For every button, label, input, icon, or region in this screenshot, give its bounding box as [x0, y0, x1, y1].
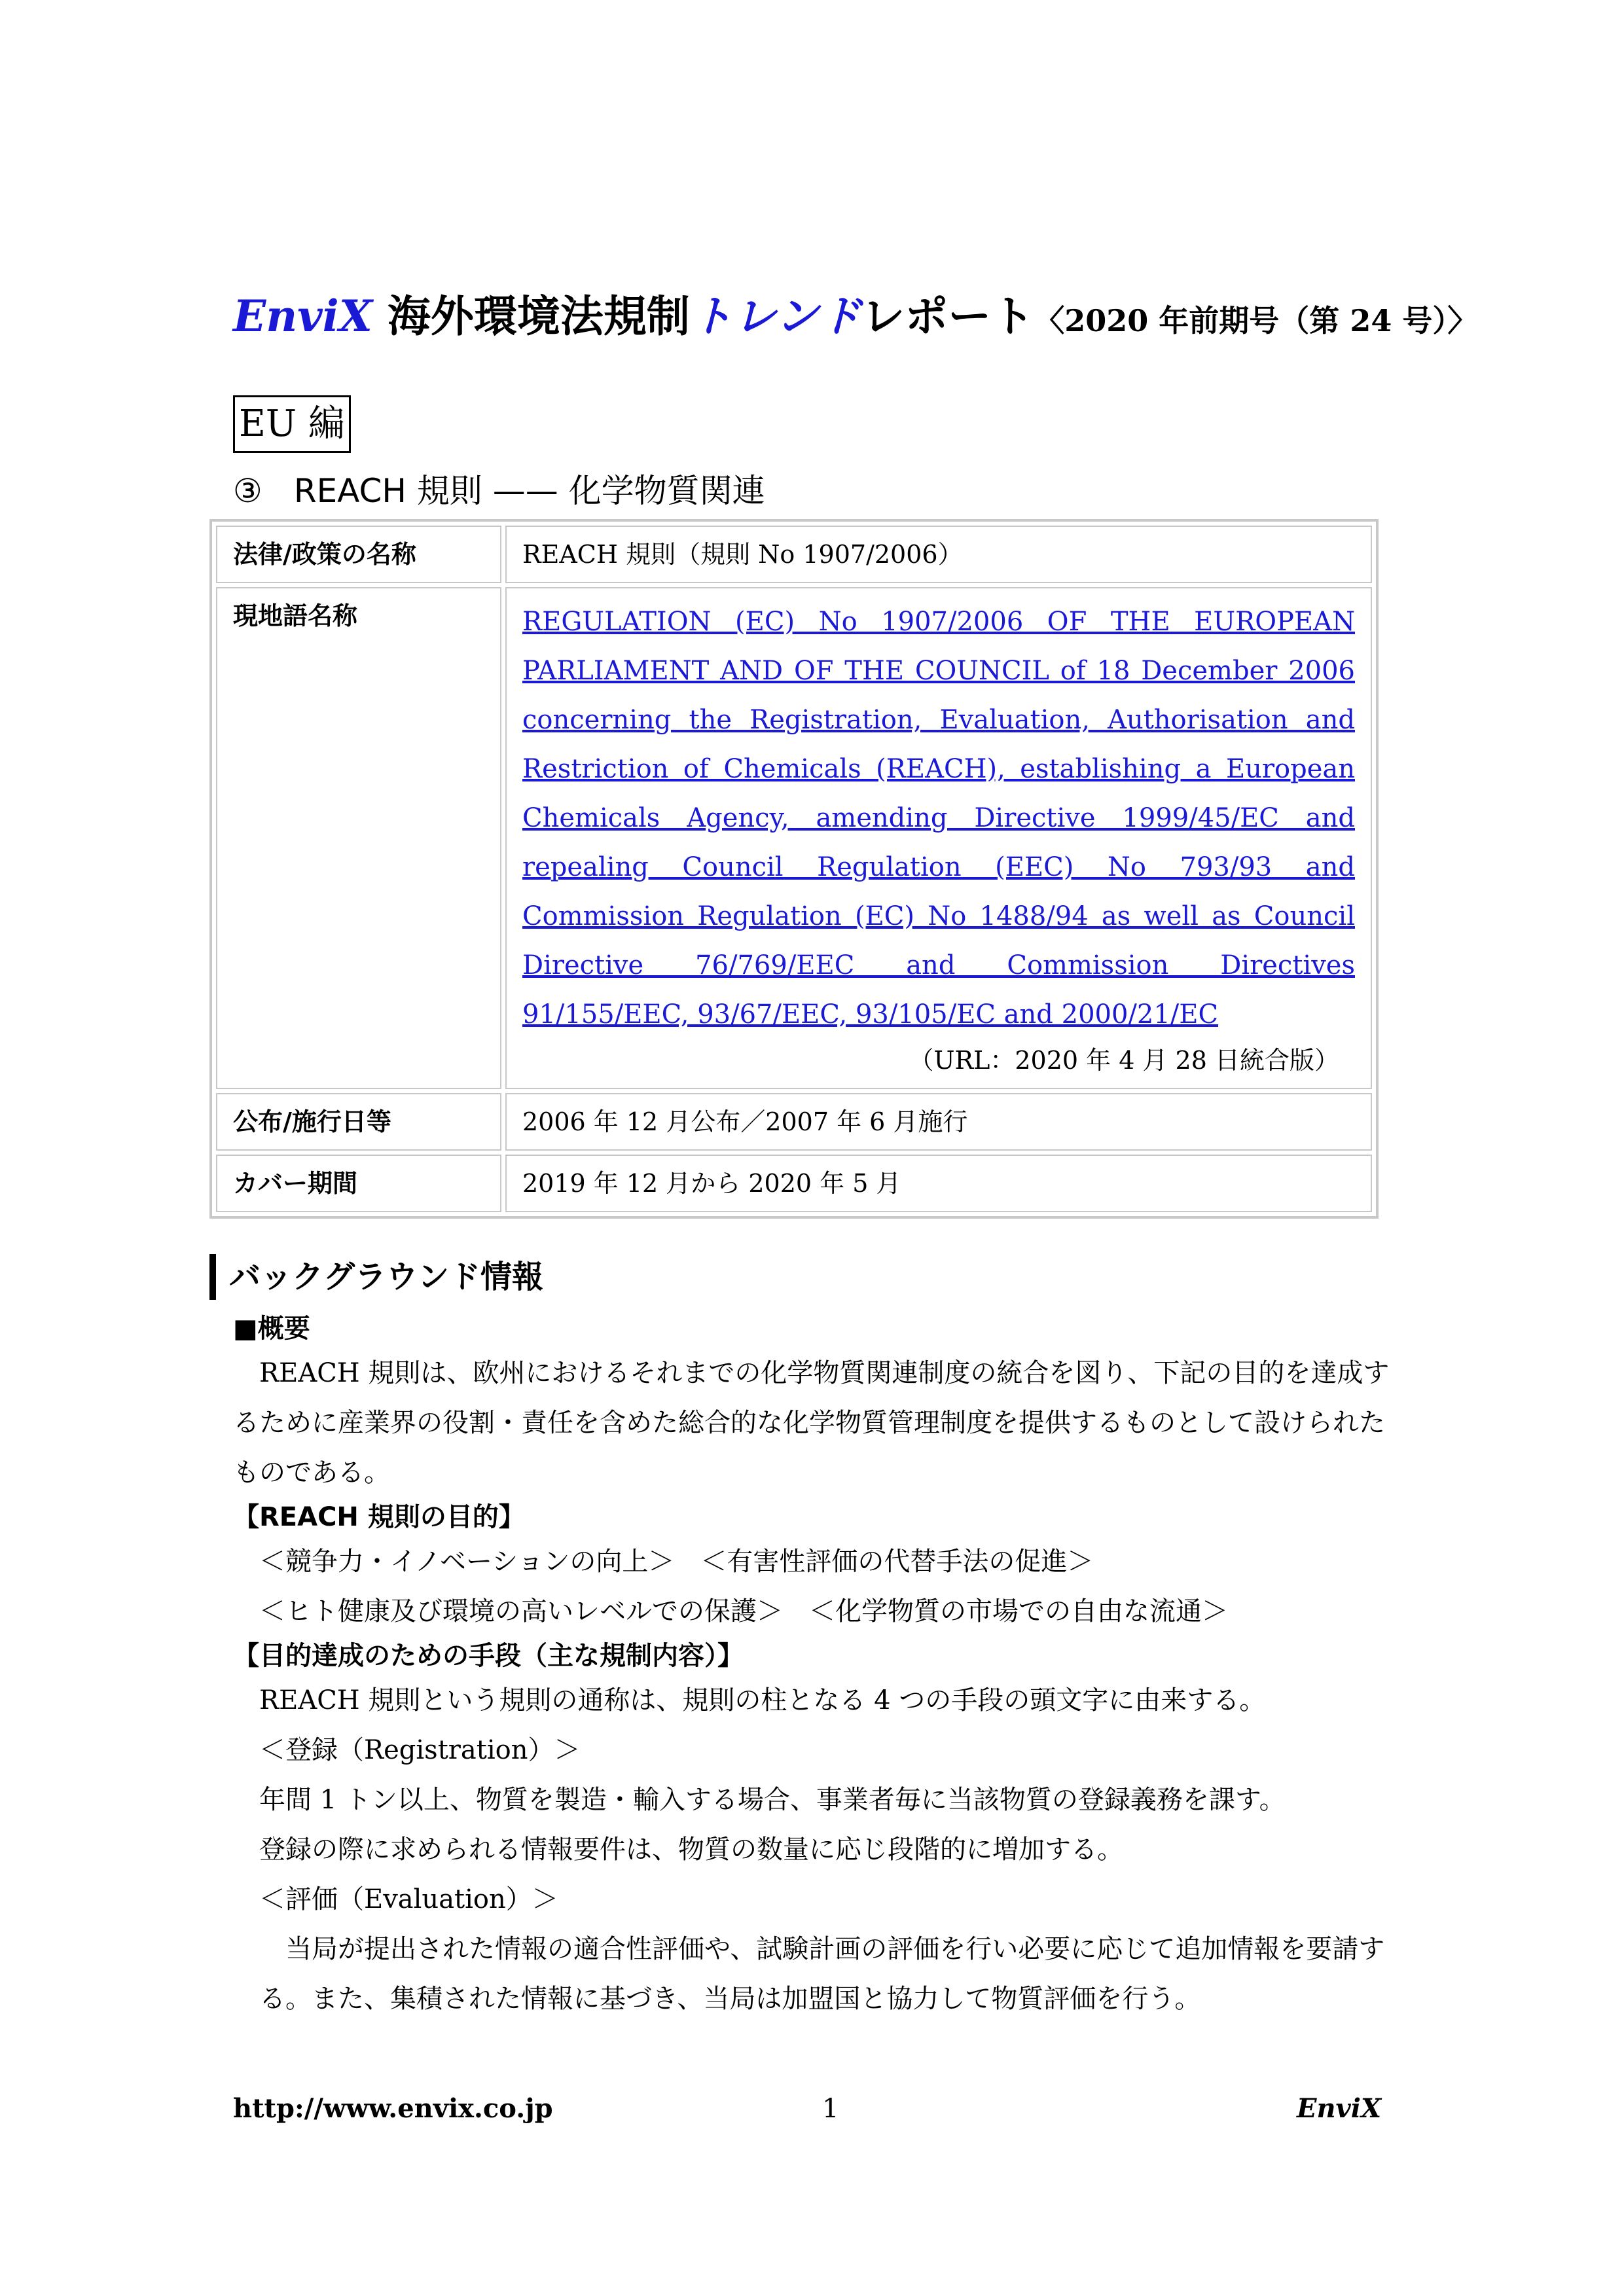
footer-brand: EnviX	[1296, 2093, 1381, 2124]
page-number: 1	[822, 2094, 839, 2124]
table-row	[216, 526, 1372, 583]
purpose-heading: 【REACH 規則の目的】	[233, 1502, 525, 1532]
table-value: 2006 年 12 月公布／2007 年 6 月施行	[505, 1093, 1372, 1151]
purpose-line: ＜ヒト健康及び環境の高いレベルでの保護＞ ＜化学物質の市場での自由な流通＞	[259, 1596, 1228, 1626]
section-number: ③	[233, 472, 262, 510]
title-part1: 海外環境法規制	[372, 291, 690, 342]
title-part2: トレンド	[689, 291, 862, 342]
table-label: 現地語名称	[216, 587, 501, 1089]
background-content	[233, 1309, 1405, 2024]
table-value: REACH 規則（規則 No 1907/2006）	[505, 526, 1372, 583]
table-row	[216, 1155, 1372, 1212]
registration-text: 年間 1 トン以上、物質を製造・輸入する場合、事業者毎に当該物質の登録義務を課す。	[259, 1785, 1286, 1815]
table-label: 法律/政策の名称	[216, 526, 501, 583]
table-row	[216, 1093, 1372, 1151]
section-heading	[233, 465, 765, 517]
page-footer	[233, 2089, 1381, 2128]
evaluation-text: 当局が提出された情報の適合性評価や、試験計画の評価を行い必要に応じて追加情報を要請する。また、集積された情報に基づき、当局は加盟国と協力して物質評価を行う。	[259, 1934, 1385, 2014]
evaluation-heading: ＜評価（Evaluation）＞	[259, 1884, 558, 1914]
table-label: 公布/施行日等	[216, 1093, 501, 1151]
table-row	[216, 587, 1372, 1089]
means-intro: REACH 規則という規則の通称は、規則の柱となる 4 つの手段の頭文字に由来する。	[259, 1685, 1266, 1715]
table-label: カバー期間	[216, 1155, 501, 1212]
footer-url: http://www.envix.co.jp	[233, 2093, 553, 2124]
regulation-link[interactable]: REGULATION (EC) No 1907/2006 OF THE EUROPEAN PARLIAMENT AND OF THE COUNCIL of 18 December 2006 concerning the Registration, Evaluation, Authorisation and Restriction of Chemicals (REACH), establishing a European Chemicals Agency, amending Directive 1999/45/EC and repealing Council Regulation (EEC) No 793/93 and Commission Regulation (EC) No 1488/94 as well as Council Directive 76/769/EEC and Commission Directives 91/155/EEC, 93/67/EEC, 93/105/EC and 2000/21/EC	[522, 607, 1355, 1030]
table-value	[505, 587, 1372, 1089]
table-value: 2019 年 12 月から 2020 年 5 月	[505, 1155, 1372, 1212]
regulation-info-table	[209, 519, 1379, 1219]
means-heading: 【目的達成のための手段（主な規制内容）】	[233, 1641, 744, 1671]
title-edition: 〈2020 年前期号（第 24 号）〉	[1034, 303, 1478, 338]
url-note: （URL：2020 年 4 月 28 日統合版）	[909, 1046, 1339, 1075]
title-brand: EnviX	[233, 291, 372, 342]
purpose-line: ＜競争力・イノベーションの向上＞ ＜有害性評価の代替手法の促進＞	[259, 1547, 1094, 1577]
registration-heading: ＜登録（Registration）＞	[259, 1735, 581, 1765]
title-part3: レポート	[861, 291, 1035, 342]
overview-heading: ■概要	[233, 1314, 310, 1344]
registration-text: 登録の際に求められる情報要件は、物質の数量に応じ段階的に増加する。	[259, 1835, 1123, 1865]
overview-text: REACH 規則は、欧州におけるそれまでの化学物質関連制度の統合を図り、下記の目的を達成するために産業界の役割・責任を含めた総合的な化学物質管理制度を提供するものとして設けられたものである。	[233, 1358, 1390, 1488]
region-label: EU 編	[233, 395, 351, 453]
section-title: REACH 規則 —— 化学物質関連	[293, 472, 765, 510]
background-heading: バックグラウンド情報	[209, 1254, 543, 1300]
report-title	[233, 287, 1477, 350]
